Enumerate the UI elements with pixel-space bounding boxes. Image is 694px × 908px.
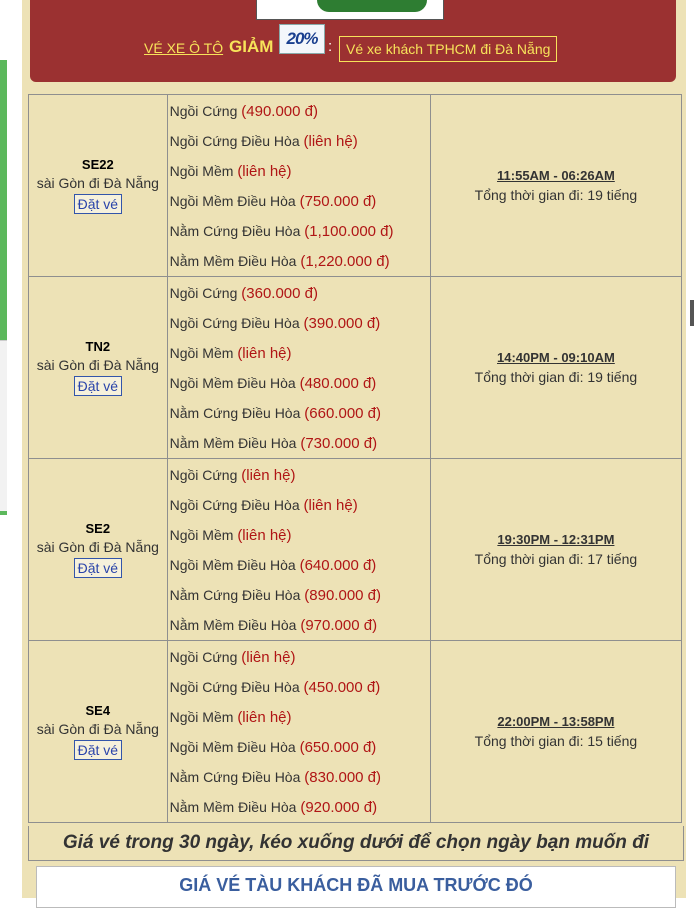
- train-code: SE2: [85, 521, 111, 536]
- seat-price: (1,220.000 đ): [300, 252, 390, 270]
- book-ticket-button[interactable]: Đặt vé: [74, 194, 122, 214]
- fare-item: [168, 246, 430, 276]
- train-info-cell: [29, 459, 168, 641]
- fare-item: [168, 186, 430, 216]
- seat-type: Ngồi Cứng Điều Hòa: [169, 132, 300, 149]
- train-route: sài Gòn đi Đà Nẵng: [36, 539, 159, 555]
- history-section-header: [36, 866, 676, 908]
- seat-price: (480.000 đ): [299, 374, 377, 392]
- banner-image: [256, 0, 444, 20]
- seat-price: (390.000 đ): [303, 314, 381, 332]
- book-ticket-button[interactable]: Đặt vé: [74, 558, 122, 578]
- fare-item: [168, 672, 430, 702]
- fare-item: [168, 460, 430, 490]
- fare-item: [168, 550, 430, 580]
- seat-price: (490.000 đ): [241, 102, 318, 120]
- bus-ticket-link[interactable]: VÉ XE Ô TÔ: [144, 40, 224, 56]
- seat-type: Ngồi Mềm Điều Hòa: [169, 374, 296, 391]
- train-row: [29, 277, 682, 459]
- seat-type: Nằm Cứng Điều Hòa: [169, 768, 301, 785]
- separator-colon: :: [328, 38, 333, 55]
- travel-duration: Tổng thời gian đi: 19 tiếng: [474, 187, 638, 203]
- seat-price: (liên hệ): [237, 526, 292, 544]
- train-info-cell: [29, 95, 168, 277]
- fare-list-cell: [167, 95, 430, 277]
- seat-type: Ngồi Mềm: [169, 526, 234, 543]
- train-route: sài Gòn đi Đà Nẵng: [36, 357, 159, 373]
- fare-item: [168, 368, 430, 398]
- fare-item: [168, 216, 430, 246]
- seat-price: (640.000 đ): [299, 556, 377, 574]
- travel-duration: Tổng thời gian đi: 17 tiếng: [474, 551, 638, 567]
- seat-type: Nằm Mềm Điều Hòa: [169, 616, 297, 633]
- fare-item: [168, 398, 430, 428]
- book-ticket-button[interactable]: Đặt vé: [74, 740, 122, 760]
- fare-note: Giá vé trong 30 ngày, kéo xuống dưới để chọn ngày bạn muốn đi: [28, 826, 684, 861]
- fare-item: [168, 338, 430, 368]
- departure-arrival-time[interactable]: 19:30PM - 12:31PM: [497, 532, 615, 547]
- book-ticket-button[interactable]: Đặt vé: [74, 376, 122, 396]
- seat-type: Ngồi Mềm Điều Hòa: [169, 192, 296, 209]
- train-row: [29, 641, 682, 823]
- seat-type: Ngồi Mềm Điều Hòa: [169, 738, 296, 755]
- history-title: GIÁ VÉ TÀU KHÁCH ĐÃ MUA TRƯỚC ĐÓ: [179, 875, 533, 895]
- schedule-cell: [430, 277, 681, 459]
- departure-arrival-time[interactable]: 14:40PM - 09:10AM: [497, 350, 615, 365]
- train-fare-table: [28, 94, 682, 823]
- seat-price: (liên hệ): [241, 466, 296, 484]
- seat-price: (liên hệ): [237, 162, 292, 180]
- fare-item: [168, 126, 430, 156]
- seat-price: (660.000 đ): [304, 404, 382, 422]
- train-row: [29, 459, 682, 641]
- seat-price: (liên hệ): [237, 708, 292, 726]
- train-info-cell: [29, 641, 168, 823]
- seat-type: Nằm Mềm Điều Hòa: [169, 252, 297, 269]
- train-row: [29, 95, 682, 277]
- fare-item: [168, 156, 430, 186]
- train-route: sài Gòn đi Đà Nẵng: [36, 175, 159, 191]
- seat-type: Ngồi Cứng: [169, 466, 238, 483]
- seat-type: Ngồi Mềm: [169, 162, 234, 179]
- fare-list-cell: [167, 459, 430, 641]
- seat-type: Ngồi Cứng Điều Hòa: [169, 314, 300, 331]
- seat-price: (650.000 đ): [299, 738, 377, 756]
- seat-price: (liên hệ): [241, 648, 296, 666]
- discount-label: GIẢM: [229, 37, 274, 56]
- seat-type: Ngồi Cứng Điều Hòa: [169, 678, 300, 695]
- travel-duration: Tổng thời gian đi: 19 tiếng: [474, 369, 638, 385]
- bus-image: [317, 0, 427, 12]
- fare-item: [168, 702, 430, 732]
- departure-arrival-time[interactable]: 22:00PM - 13:58PM: [497, 714, 615, 729]
- train-code: TN2: [85, 339, 111, 354]
- fare-item: [168, 278, 430, 308]
- seat-price: (liên hệ): [303, 496, 358, 514]
- seat-price: (liên hệ): [303, 132, 358, 150]
- seat-price: (1,100.000 đ): [304, 222, 394, 240]
- seat-price: (450.000 đ): [303, 678, 381, 696]
- fare-item: [168, 428, 430, 458]
- seat-type: Ngồi Cứng: [169, 648, 238, 665]
- fare-list-cell: [167, 641, 430, 823]
- promo-row: [30, 24, 676, 64]
- seat-type: Ngồi Mềm: [169, 708, 234, 725]
- seat-type: Ngồi Cứng: [169, 102, 238, 119]
- seat-price: (970.000 đ): [300, 616, 378, 634]
- fare-item: [168, 610, 430, 640]
- route-link[interactable]: Vé xe khách TPHCM đi Đà Nẵng: [339, 36, 557, 62]
- fare-item: [168, 580, 430, 610]
- seat-type: Ngồi Cứng Điều Hòa: [169, 496, 300, 513]
- seat-price: (830.000 đ): [304, 768, 382, 786]
- fare-item: [168, 762, 430, 792]
- train-code: SE4: [85, 703, 111, 718]
- seat-price: (360.000 đ): [241, 284, 318, 302]
- seat-type: Ngồi Cứng: [169, 284, 238, 301]
- seat-price: (liên hệ): [237, 344, 292, 362]
- seat-price: (750.000 đ): [299, 192, 377, 210]
- fare-list-cell: [167, 277, 430, 459]
- schedule-cell: [430, 641, 681, 823]
- seat-type: Nằm Cứng Điều Hòa: [169, 222, 301, 239]
- discount-badge: 20%: [279, 24, 325, 54]
- scrollbar-thumb[interactable]: [690, 300, 694, 326]
- schedule-cell: [430, 95, 681, 277]
- seat-type: Nằm Cứng Điều Hòa: [169, 586, 301, 603]
- departure-arrival-time[interactable]: 11:55AM - 06:26AM: [497, 168, 615, 183]
- fare-item: [168, 792, 430, 822]
- seat-price: (890.000 đ): [304, 586, 382, 604]
- schedule-cell: [430, 459, 681, 641]
- fare-item: [168, 732, 430, 762]
- travel-duration: Tổng thời gian đi: 15 tiếng: [474, 733, 638, 749]
- seat-price: (730.000 đ): [300, 434, 378, 452]
- train-route: sài Gòn đi Đà Nẵng: [36, 721, 159, 737]
- seat-type: Nằm Cứng Điều Hòa: [169, 404, 301, 421]
- fare-item: [168, 308, 430, 338]
- promo-banner: [30, 0, 676, 82]
- train-code: SE22: [81, 157, 114, 172]
- seat-type: Ngồi Mềm Điều Hòa: [169, 556, 296, 573]
- left-sidebar-panel: [0, 340, 7, 511]
- seat-price: (920.000 đ): [300, 798, 378, 816]
- fare-item: [168, 520, 430, 550]
- seat-type: Nằm Mềm Điều Hòa: [169, 798, 297, 815]
- seat-type: Nằm Mềm Điều Hòa: [169, 434, 297, 451]
- fare-item: [168, 642, 430, 672]
- fare-item: [168, 96, 430, 126]
- train-info-cell: [29, 277, 168, 459]
- seat-type: Ngồi Mềm: [169, 344, 234, 361]
- fare-item: [168, 490, 430, 520]
